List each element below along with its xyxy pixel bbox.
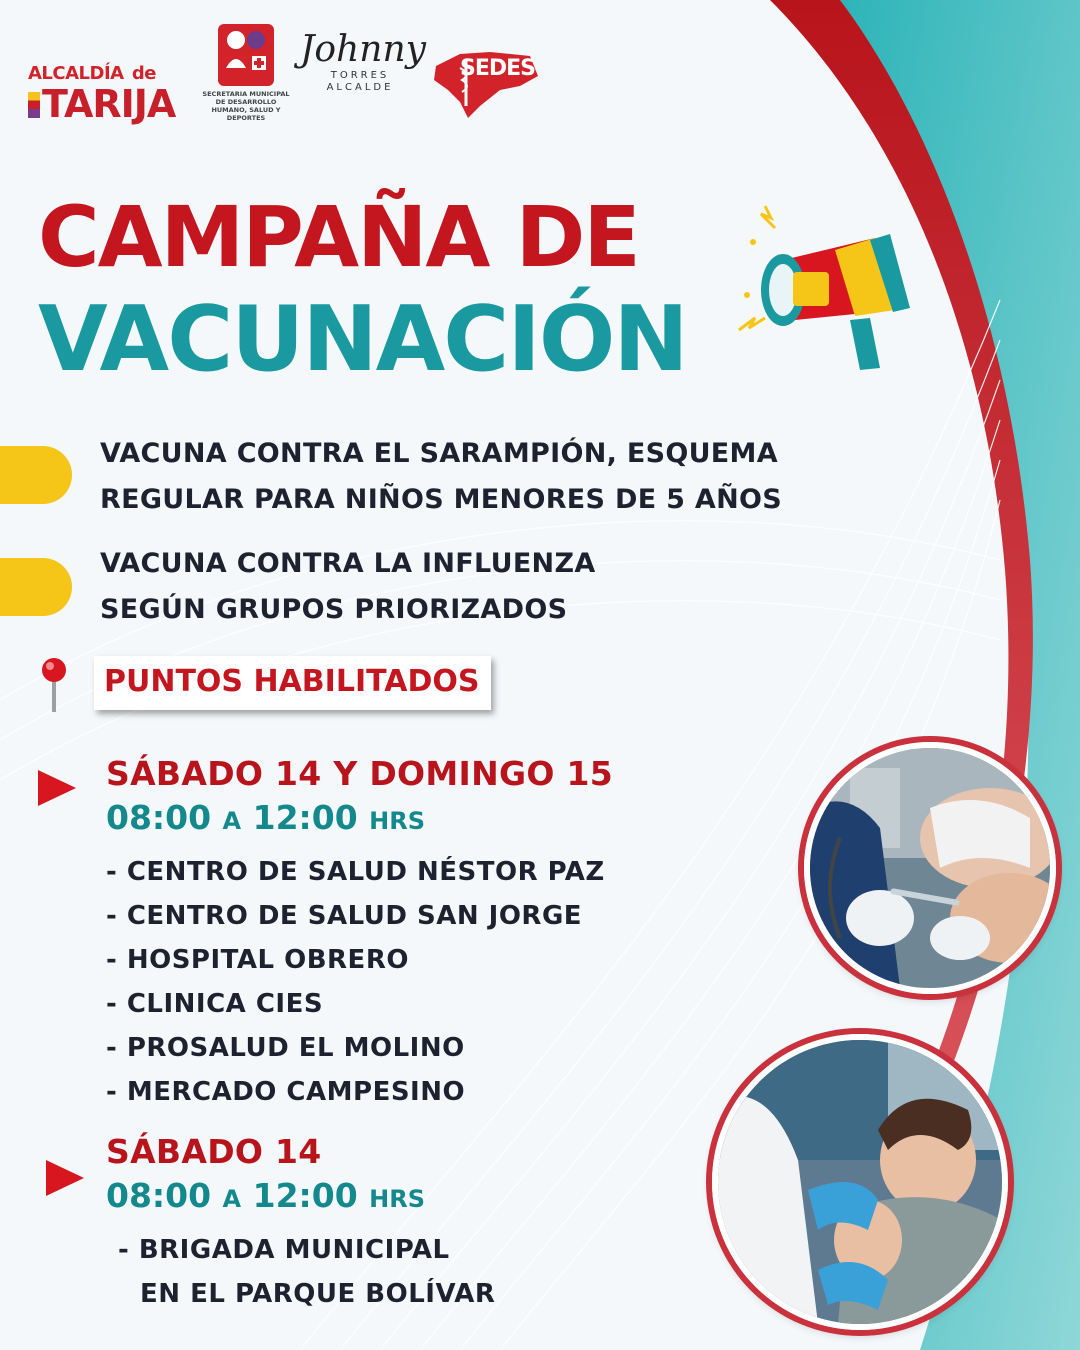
vaccine-2-line1: VACUNA CONTRA LA INFLUENZA xyxy=(100,548,596,579)
vaccine-1-line2: REGULAR PARA NIÑOS MENORES DE 5 AÑOS xyxy=(100,484,783,515)
puntos-habilitados-label: PUNTOS HABILITADOS xyxy=(94,656,491,710)
logo-sedes xyxy=(430,46,545,120)
johnny-script-text: Johnny xyxy=(300,29,426,70)
schedule-2-day: SÁBADO 14 xyxy=(106,1132,322,1171)
location-item: - CENTRO DE SALUD NÉSTOR PAZ xyxy=(106,857,605,887)
secretaria-text: SECRETARIA MUNICIPAL DE DESARROLLO HUMANO, SALUD Y DEPORTES xyxy=(202,90,290,122)
location-item: - CENTRO DE SALUD SAN JORGE xyxy=(106,901,583,931)
title-line1: CAMPAÑA DE xyxy=(38,188,639,286)
schedule-1-time: 08:00 A 12:00 HRS xyxy=(106,798,426,837)
location-item: - BRIGADA MUNICIPAL xyxy=(118,1235,450,1265)
title-line2: VACUNACIÓN xyxy=(38,287,687,392)
logo-johnny-torres xyxy=(300,29,426,94)
schedule-2-time: 08:00 A 12:00 HRS xyxy=(106,1176,426,1215)
logo-secretaria xyxy=(200,24,292,122)
alcaldia-top-text: ALCALDÍA xyxy=(28,63,124,84)
arrow-icon-2 xyxy=(46,1160,84,1196)
location-item: EN EL PARQUE BOLÍVAR xyxy=(140,1279,496,1309)
vaccine-2-line2: SEGÚN GRUPOS PRIORIZADOS xyxy=(100,594,568,625)
yellow-bullet-2 xyxy=(0,558,72,616)
sedes-text: SEDES xyxy=(460,56,536,81)
arrow-icon-1 xyxy=(38,770,76,806)
logo-alcaldia-tarija xyxy=(28,58,193,126)
flag-icon xyxy=(28,92,40,118)
vaccine-1-line1: VACUNA CONTRA EL SARAMPIÓN, ESQUEMA xyxy=(100,438,778,469)
map-pin-icon xyxy=(38,656,70,714)
location-item: - CLINICA CIES xyxy=(106,989,324,1019)
alcaldia-de-text: de xyxy=(131,63,156,84)
schedule-1-day: SÁBADO 14 Y DOMINGO 15 xyxy=(106,754,614,793)
megaphone-icon xyxy=(735,200,935,380)
photo-nurse-vaccinating-baby xyxy=(804,742,1056,994)
location-item: - PROSALUD EL MOLINO xyxy=(106,1033,465,1063)
secretaria-emblem-icon xyxy=(218,24,274,86)
location-item: - MERCADO CAMPESINO xyxy=(106,1077,466,1107)
johnny-sub-text: TORRES ALCALDE xyxy=(326,70,394,93)
location-item: - HOSPITAL OBRERO xyxy=(106,945,409,975)
photo-child-vaccination xyxy=(712,1034,1008,1330)
yellow-bullet-1 xyxy=(0,446,72,504)
alcaldia-bottom-text: TARIJA xyxy=(42,82,176,126)
